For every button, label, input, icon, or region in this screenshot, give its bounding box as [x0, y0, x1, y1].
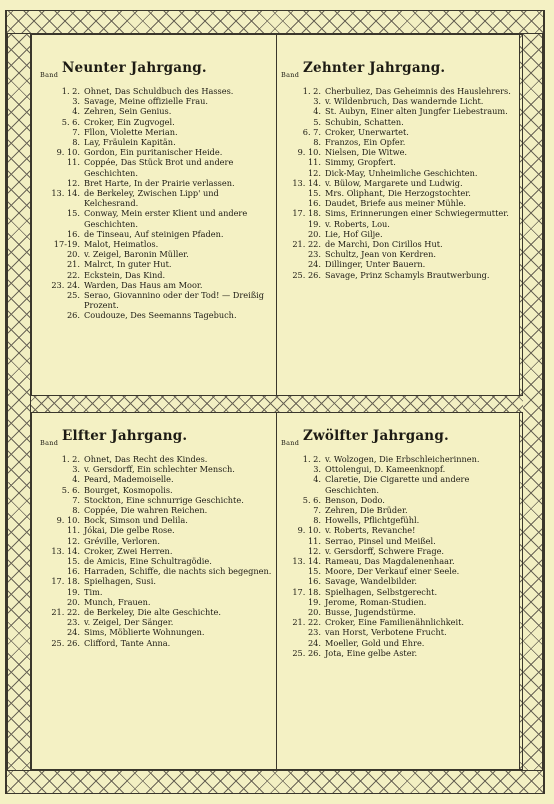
ornament-band-bottom [7, 770, 543, 794]
list-item [281, 117, 517, 127]
entry-list [281, 86, 517, 280]
list-item [281, 188, 517, 198]
entry-text: Benson, Dodo. [325, 494, 385, 505]
entry-text: Coppée, Die wahren Reichen. [84, 505, 208, 516]
list-item [281, 208, 517, 218]
entry-text: v. Wildenbruch, Das wandernde Licht. [325, 96, 484, 107]
section-header [281, 428, 517, 454]
entry-text: Mrs. Oliphant, Die Herzogstochter. [325, 188, 471, 199]
volume-number: 23. [307, 249, 321, 260]
list-item [281, 106, 517, 116]
list-item [40, 505, 272, 515]
list-item [40, 597, 272, 607]
volume-number: 15. [307, 566, 321, 577]
entry-text: Clifford, Tante Anna. [84, 637, 171, 648]
list-item [281, 587, 517, 597]
list-item [40, 617, 272, 627]
entry-text: Jókai, Die gelbe Rose. [84, 525, 175, 536]
column-divider-bottom [276, 413, 277, 769]
entry-text: Jota, Eine gelbe Aster. [325, 647, 418, 658]
list-item [281, 454, 517, 464]
list-item [40, 485, 272, 495]
list-item [40, 249, 272, 259]
list-item [281, 259, 517, 269]
volume-number: 19. [307, 596, 321, 607]
entry-text: Savage, Meine offizielle Frau. [84, 96, 209, 107]
entry-text: Spielhagen, Susi. [84, 576, 156, 587]
entry-text: Zehren, Sein Genius. [84, 106, 172, 117]
list-item [281, 536, 517, 546]
volume-number: 24. [66, 627, 80, 638]
volume-number: 8. [72, 505, 80, 516]
section-zwoelfter-jahrgang [281, 428, 517, 658]
list-item [40, 127, 272, 137]
entry-text: Bret Harte, In der Prairie verlassen. [84, 177, 235, 188]
list-item [281, 607, 517, 617]
list-item [281, 617, 517, 627]
volume-number: 11. [307, 157, 321, 168]
volume-number: 3. [313, 96, 321, 107]
list-item [281, 198, 517, 208]
ornament-band-left [7, 34, 31, 770]
band-label: Band [281, 439, 300, 447]
list-item [40, 157, 272, 177]
list-item [281, 566, 517, 576]
entry-text: Malot, Heimatlos. [84, 239, 159, 250]
ornament-band-middle [31, 395, 523, 413]
list-item [281, 648, 517, 658]
list-item [40, 96, 272, 106]
entry-text: Croker, Eine Familienähnlichkeit. [325, 617, 465, 628]
entry-text: de Berkeley, Die alte Geschichte. [84, 607, 222, 618]
entry-text: Busse, Jugendstürme. [325, 607, 416, 618]
list-item [40, 270, 272, 280]
ornament-band-top [7, 10, 543, 34]
band-label: Band [281, 71, 300, 79]
entry-text: Coudouze, Des Seemanns Tagebuch. [84, 310, 237, 321]
list-item [40, 106, 272, 116]
list-item [40, 474, 272, 484]
volume-number: 4. [313, 474, 321, 485]
entry-text: Howells, Pflichtgefühl. [325, 515, 420, 526]
list-item [40, 147, 272, 157]
entry-text: Croker, Ein Zugvogel. [84, 116, 175, 127]
volume-number: 25. [66, 290, 80, 301]
volume-number: 20. [307, 228, 321, 239]
entry-text: Munch, Frauen. [84, 596, 151, 607]
volume-number: 17. 18. [292, 208, 321, 219]
list-item [281, 96, 517, 106]
volume-number: 5. 6. [61, 116, 80, 127]
section-header [40, 60, 272, 86]
volume-number: 21. 22. [292, 239, 321, 250]
section-header [40, 428, 272, 454]
entry-text: Gréville, Verloren. [84, 535, 160, 546]
entry-text: Harraden, Schiffe, die nachts sich begegnen. [84, 566, 272, 577]
volume-number: 15. [66, 556, 80, 567]
list-item [281, 464, 517, 474]
entry-list [281, 454, 517, 658]
volume-number: 23. [307, 627, 321, 638]
entry-text: Serrao, Pinsel und Meißel. [325, 535, 436, 546]
list-item [40, 576, 272, 586]
list-item [281, 157, 517, 167]
volume-number: 3. [313, 464, 321, 475]
entry-text: Coppée, Das Stück Brot und andere Geschichten. [84, 157, 234, 178]
entry-text: Moore, Der Verkauf einer Seele. [325, 566, 460, 577]
section-title: Neunter Jahrgang. [62, 60, 207, 76]
volume-number: 15. [66, 208, 80, 219]
volume-number: 21. [66, 259, 80, 270]
volume-number: 23. [66, 617, 80, 628]
list-item [40, 178, 272, 188]
volume-number: 16. [307, 576, 321, 587]
volume-number: 20. [307, 607, 321, 618]
volume-number: 11. [307, 535, 321, 546]
entry-text: Stockton, Eine schnurrige Geschichte. [84, 494, 244, 505]
volume-number: 25. 26. [292, 269, 321, 280]
list-item [281, 137, 517, 147]
entry-text: Croker, Zwei Herren. [84, 545, 173, 556]
section-neunter-jahrgang [40, 60, 272, 321]
list-item [40, 239, 272, 249]
list-item [281, 546, 517, 556]
entry-text: v. Roberts, Lou. [325, 218, 390, 229]
entry-text: Tim. [84, 586, 103, 597]
list-item [281, 556, 517, 566]
entry-text: Zehren, Die Brüder. [325, 505, 408, 516]
volume-number: 25. 26. [51, 637, 80, 648]
entry-text: Lay, Fräulein Kapitän. [84, 137, 176, 148]
section-title: Elfter Jahrgang. [62, 428, 188, 444]
entry-text: Schubin, Schatten. [325, 116, 404, 127]
volume-number: 5. 6. [61, 484, 80, 495]
column-divider-top [276, 35, 277, 395]
entry-text: v. Zeigel, Der Sänger. [84, 617, 174, 628]
list-item [40, 229, 272, 239]
entry-text: Sims, Erinnerungen einer Schwiegermutter. [325, 208, 509, 219]
volume-number: 12. [66, 177, 80, 188]
list-item [40, 208, 272, 228]
entry-text: Serao, Giovannino oder der Tod! — Dreißig Prozent. [84, 290, 265, 311]
list-item [281, 229, 517, 239]
entry-text: Ohnet, Das Schuldbuch des Hasses. [84, 86, 234, 96]
volume-number: 25. 26. [292, 647, 321, 658]
entry-text: Savage, Wandelbilder. [325, 576, 418, 587]
list-item [281, 627, 517, 637]
volume-number: 8. [313, 137, 321, 148]
list-item [40, 515, 272, 525]
volume-number: 9. 10. [56, 147, 80, 158]
volume-number: 1. 2. [61, 86, 80, 96]
volume-number: 5. 6. [302, 494, 321, 505]
list-item [281, 86, 517, 96]
entry-text: v. Gersdorff, Ein schlechter Mensch. [84, 464, 235, 475]
entry-text: Bock, Simson und Delila. [84, 515, 188, 526]
volume-number: 23. 24. [51, 279, 80, 290]
entry-text: Spielhagen, Selbstgerecht. [325, 586, 438, 597]
volume-number: 6. 7. [302, 126, 321, 137]
entry-text: St. Aubyn, Einer alten Jungfer Liebestraum. [325, 106, 508, 117]
list-item [40, 454, 272, 464]
entry-text: Dillinger, Unter Bauern. [325, 259, 426, 270]
volume-number: 16. [66, 566, 80, 577]
entry-list [40, 86, 272, 321]
entry-text: v. Zeigel, Baronin Müller. [84, 249, 189, 260]
section-header [281, 60, 517, 86]
volume-number: 20. [66, 249, 80, 260]
list-item [40, 464, 272, 474]
entry-text: Cherbuliez, Das Geheimnis des Hauslehrers. [325, 86, 511, 96]
list-item [40, 310, 272, 320]
band-label: Band [40, 71, 59, 79]
entry-text: Moeller, Gold und Ehre. [325, 637, 425, 648]
entry-text: Ohnet, Das Recht des Kindes. [84, 454, 208, 464]
list-item [40, 137, 272, 147]
section-elfter-jahrgang [40, 428, 272, 648]
volume-number: 13. 14. [292, 177, 321, 188]
list-item [40, 259, 272, 269]
section-title: Zwölfter Jahrgang. [303, 428, 449, 444]
volume-number: 9. 10. [56, 515, 80, 526]
volume-number: 19. [66, 586, 80, 597]
entry-text: Lie, Hof Gilje. [325, 228, 383, 239]
band-label: Band [40, 439, 59, 447]
list-item [281, 576, 517, 586]
list-item [40, 607, 272, 617]
list-item [40, 587, 272, 597]
list-item [281, 270, 517, 280]
list-item [40, 638, 272, 648]
volume-number: 17. 18. [292, 586, 321, 597]
volume-number: 13. 14. [51, 188, 80, 199]
entry-text: Jerome, Roman-Studien. [325, 596, 427, 607]
volume-number: 7. [72, 126, 80, 137]
volume-number: 13. 14. [51, 545, 80, 556]
list-item [40, 525, 272, 535]
list-item [281, 515, 517, 525]
list-item [281, 525, 517, 535]
volume-number: 17. 18. [51, 576, 80, 587]
entry-text: Warden, Das Haus am Moor. [84, 279, 203, 290]
list-item [40, 627, 272, 637]
list-item [40, 290, 272, 310]
list-item [281, 505, 517, 515]
volume-number: 7. [313, 505, 321, 516]
entry-text: v. Roberts, Revanche! [325, 525, 416, 536]
entry-text: Claretie, Die Cigarette und andere Geschichten. [325, 474, 470, 495]
entry-text: Simmy, Gropfert. [325, 157, 396, 168]
entry-text: v. Bülow, Margarete und Ludwig. [325, 177, 463, 188]
entry-text: Fllon, Violette Merian. [84, 126, 178, 137]
entry-text: Peard, Mademoiselle. [84, 474, 174, 485]
list-item [40, 117, 272, 127]
list-item [281, 178, 517, 188]
entry-text: Dick-May, Unheimliche Geschichten. [325, 167, 478, 178]
volume-number: 16. [307, 198, 321, 209]
volume-number: 11. [66, 157, 80, 168]
volume-number: 22. [66, 269, 80, 280]
volume-number: 8. [313, 515, 321, 526]
volume-number: 15. [307, 188, 321, 199]
entry-text: Malrct, In guter Hut. [84, 259, 172, 270]
entry-text: de Amicis, Eine Schultragödie. [84, 556, 212, 567]
list-item [281, 219, 517, 229]
entry-text: de Marchi, Don Cirillos Hut. [325, 239, 443, 250]
list-item [40, 280, 272, 290]
list-item [281, 147, 517, 157]
entry-text: Croker, Unerwartet. [325, 126, 409, 137]
volume-number: 20. [66, 596, 80, 607]
volume-number: 12. [307, 545, 321, 556]
volume-number: 21. 22. [292, 617, 321, 628]
entry-list [40, 454, 272, 648]
volume-number: 5. [313, 116, 321, 127]
entry-text: Schultz, Jean von Kerdren. [325, 249, 437, 260]
list-item [281, 127, 517, 137]
list-item [40, 556, 272, 566]
list-item [40, 188, 272, 208]
volume-number: 8. [72, 137, 80, 148]
entry-text: Rameau, Das Magdalenenhaar. [325, 556, 455, 567]
volume-number: 3. [72, 464, 80, 475]
entry-text: Bourget, Kosmopolis. [84, 484, 173, 495]
volume-number: 13. 14. [292, 556, 321, 567]
volume-number: 4. [72, 474, 80, 485]
volume-number: 1. 2. [302, 454, 321, 464]
entry-text: Daudet, Briefe aus meiner Mühle. [325, 198, 466, 209]
volume-number: 12. [66, 535, 80, 546]
volume-number: 9. 10. [297, 525, 321, 536]
volume-number: 17-19. [53, 239, 80, 250]
list-item [40, 495, 272, 505]
entry-text: de Berkeley, Zwischen Lipp' und Kelchesrand. [84, 188, 219, 209]
list-item [40, 536, 272, 546]
entry-text: Sims, Möblierte Wohnungen. [84, 627, 205, 638]
list-item [281, 495, 517, 505]
volume-number: 4. [72, 106, 80, 117]
entry-text: Franzos, Ein Opfer. [325, 137, 406, 148]
list-item [281, 638, 517, 648]
volume-number: 7. [72, 494, 80, 505]
list-item [281, 249, 517, 259]
volume-number: 3. [72, 96, 80, 107]
list-item [40, 86, 272, 96]
list-item [281, 239, 517, 249]
entry-text: Conway, Mein erster Klient und andere Geschichten. [84, 208, 248, 229]
entry-text: v. Wolzogen, Die Erbschleicherinnen. [325, 454, 480, 464]
volume-number: 21. 22. [51, 607, 80, 618]
list-item [281, 597, 517, 607]
volume-number: 4. [313, 106, 321, 117]
volume-number: 9. 10. [297, 147, 321, 158]
entry-text: Eckstein, Das Kind. [84, 269, 166, 280]
volume-number: 26. [66, 310, 80, 321]
section-zehnter-jahrgang [281, 60, 517, 280]
volume-number: 11. [66, 525, 80, 536]
entry-text: v. Gersdorff, Schwere Frage. [325, 545, 445, 556]
volume-number: 1. 2. [302, 86, 321, 96]
volume-number: 19. [307, 218, 321, 229]
list-item [40, 566, 272, 576]
entry-text: van Horst, Verbotene Frucht. [325, 627, 447, 638]
volume-number: 1. 2. [61, 454, 80, 464]
entry-text: Savage, Prinz Schamyls Brautwerbung. [325, 269, 490, 280]
volume-number: 24. [307, 259, 321, 270]
entry-text: de Tinseau, Auf steinigen Pfaden. [84, 228, 224, 239]
entry-text: Ottolengui, D. Kameenknopf. [325, 464, 446, 475]
list-item [281, 168, 517, 178]
section-title: Zehnter Jahrgang. [303, 60, 446, 76]
list-item [40, 546, 272, 556]
list-item [281, 474, 517, 494]
entry-text: Nielsen, Die Witwe. [325, 147, 408, 158]
volume-number: 24. [307, 637, 321, 648]
entry-text: Gordon, Ein puritanischer Heide. [84, 147, 223, 158]
volume-number: 12. [307, 167, 321, 178]
volume-number: 16. [66, 228, 80, 239]
